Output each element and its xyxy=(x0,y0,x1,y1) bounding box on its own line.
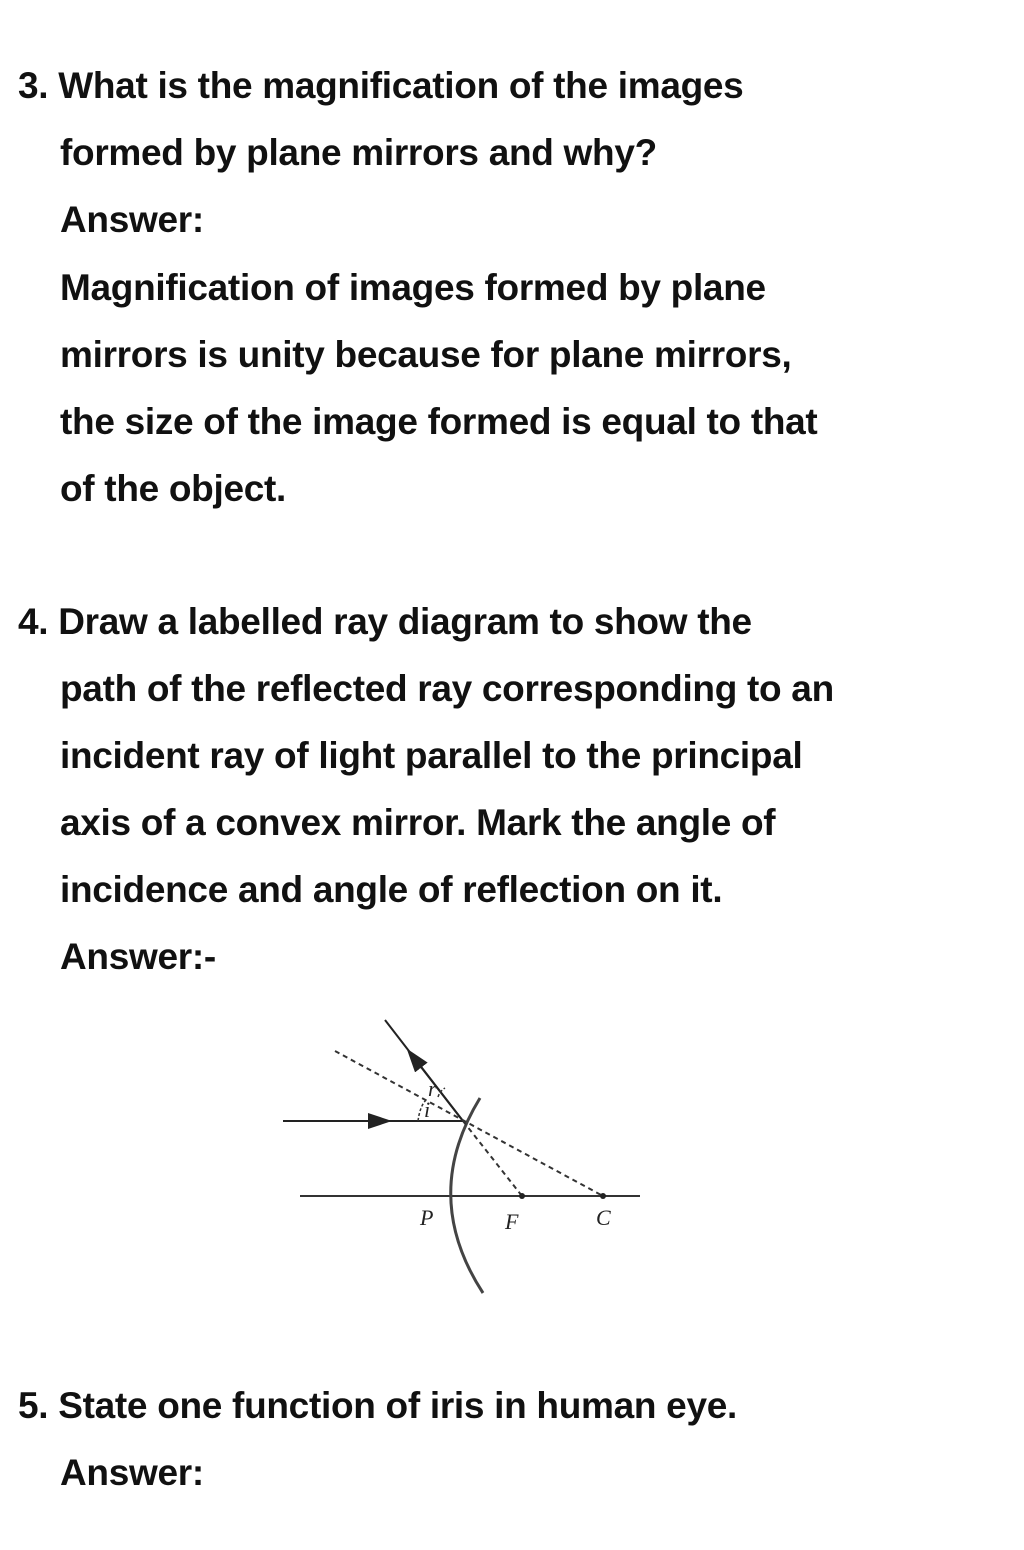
answer-text: of the object. xyxy=(60,468,287,509)
angle-i-label: i xyxy=(424,1097,431,1122)
answer-label: Answer: xyxy=(60,1452,204,1493)
label-p: P xyxy=(420,1205,434,1230)
label-f: F xyxy=(505,1209,519,1234)
question-text: 4. Draw a labelled ray diagram to show the xyxy=(18,601,752,642)
answer-text: Magnification of images formed by plane xyxy=(60,267,766,308)
label-c: C xyxy=(596,1205,611,1230)
virtual-ray-to-focus xyxy=(463,1121,522,1196)
answer-label: Answer:- xyxy=(60,936,216,977)
question-text: 3. What is the magnification of the images xyxy=(18,65,744,106)
answer-text: mirrors is unity because for plane mirrors, xyxy=(60,334,792,375)
reflected-arrow xyxy=(414,1058,463,1121)
angle-r-label: r xyxy=(428,1076,437,1101)
question-text: path of the reflected ray corresponding to an xyxy=(60,668,834,709)
question-text: axis of a convex mirror. Mark the angle of xyxy=(60,802,776,843)
question-text: incidence and angle of reflection on it. xyxy=(60,869,723,910)
question-text: formed by plane mirrors and why? xyxy=(60,132,657,173)
normal-line xyxy=(335,1051,603,1196)
question-text: 5. State one function of iris in human eye. xyxy=(18,1385,737,1426)
focus-point xyxy=(519,1193,525,1199)
answer-text: the size of the image formed is equal to that xyxy=(60,401,818,442)
answer-label: Answer: xyxy=(60,199,204,240)
question-text: incident ray of light parallel to the principal xyxy=(60,735,803,776)
centre-point xyxy=(600,1193,606,1199)
